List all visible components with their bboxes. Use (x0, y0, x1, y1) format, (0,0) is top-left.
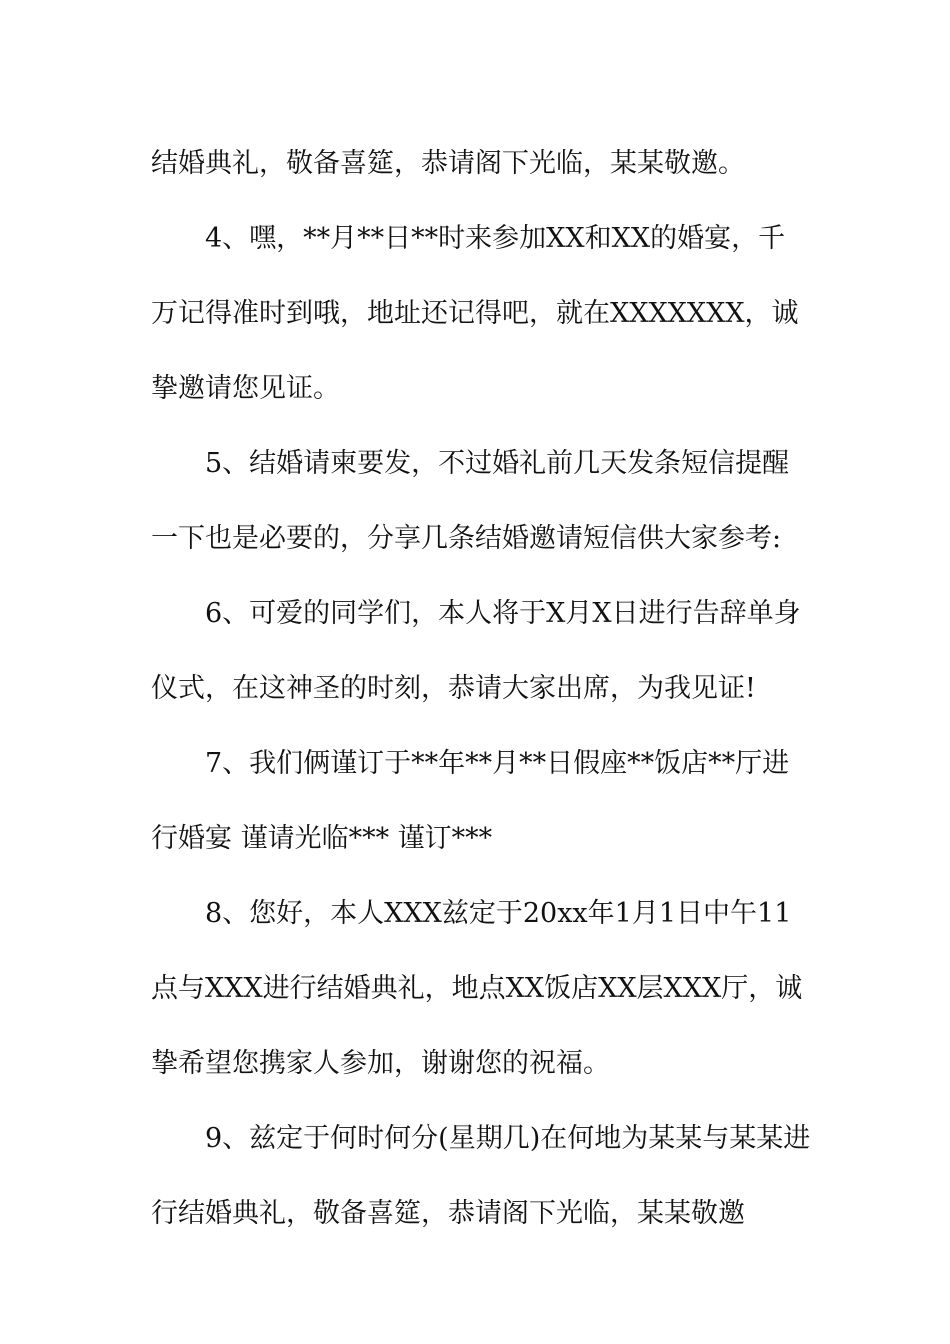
paragraph-item-4: 4、嘿，**月**日**时来参加XX和XX的婚宴，千万记得准时到哦，地址还记得吧，就在XXXXXXX，诚挚邀请您见证。 (151, 223, 799, 404)
document-body (151, 126, 811, 1251)
paragraph-item-7: 7、我们俩谨订于**年**月**日假座**饭店**厅进行婚宴 谨请光临*** 谨订*** (151, 748, 790, 854)
paragraph-continuation: 结婚典礼，敬备喜筵，恭请阁下光临，某某敬邀。 (151, 148, 745, 179)
paragraph-item-5: 5、结婚请柬要发，不过婚礼前几天发条短信提醒一下也是必要的，分享几条结婚邀请短信供大家参考: (151, 448, 790, 554)
paragraph-item-8: 8、您好，本人XXX兹定于20xx年1月1日中午11点与XXX进行结婚典礼，地点XX饭店XX层XXX厅，诚挚希望您携家人参加，谢谢您的祝福。 (151, 898, 803, 1079)
paragraph-item-6: 6、可爱的同学们，本人将于X月X日进行告辞单身仪式，在这神圣的时刻，恭请大家出席，为我见证! (151, 598, 801, 704)
paragraph-item-9: 9、兹定于何时何分(星期几)在何地为某某与某某进行结婚典礼，敬备喜筵，恭请阁下光临，某某敬邀 (151, 1123, 811, 1229)
